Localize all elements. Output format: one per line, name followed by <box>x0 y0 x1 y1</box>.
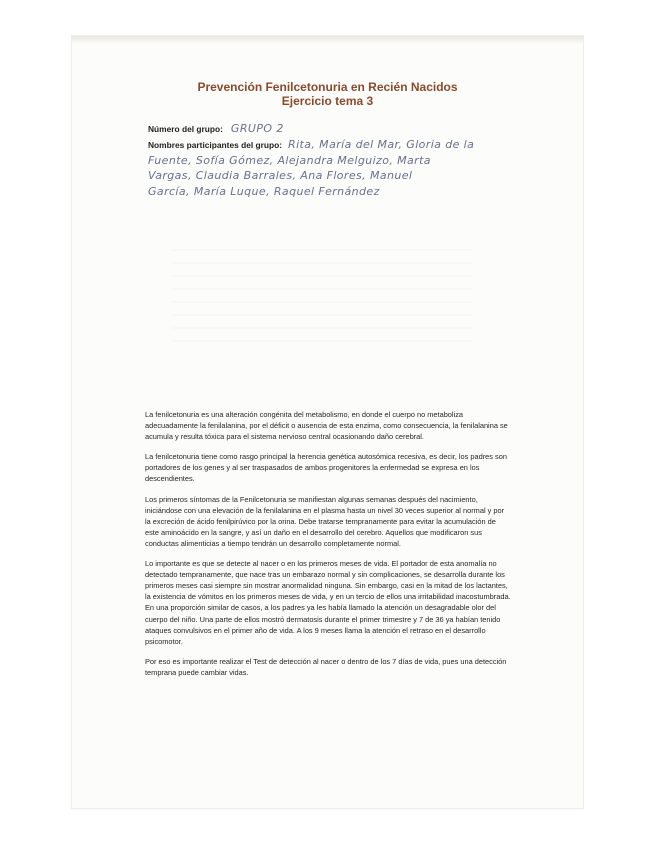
group-number-value: GRUPO 2 <box>230 122 284 135</box>
participants-line <box>148 166 530 182</box>
paragraph: La fenilcetonuria es una alteración congénita del metabolismo, en donde el cuerpo no metaboliza adecuadamente la fenilalanina, por el déficit o ausencia de esta enzima, como consecuencia, la fenilalanina se acumula y resulta tóxica para el sistema nervioso central ocasionando daño cerebral. <box>145 410 508 442</box>
paper-edge-shadow <box>72 36 583 44</box>
paper-sheet <box>72 36 583 808</box>
title-line-1: Prevención Fenilcetonuria en Recién Nacidos <box>197 80 458 94</box>
document-title <box>72 80 583 108</box>
participants-line <box>148 135 530 151</box>
show-through-area <box>172 238 472 348</box>
paragraph: Los primeros síntomas de la Fenilcetonuria se manifiestan algunas semanas después del nacimiento, iniciándose con una elevación de la fenilalanina en el plasma hasta un nivel 30 veces superior al normal y por la excreción de ácido fenilpirúvico por la orina. Debe tratarse tempranamente para evitar la acumulación de este aminoácido en la sangre, y así un daño en el desarrollo del cerebro. Aquellos que modificaron sus conductas alimenticias a tiempo tendrán un desarrollo completamente normal. <box>145 494 505 548</box>
body-text <box>145 409 511 687</box>
participants-block <box>148 135 530 197</box>
title-line-2: Ejercicio tema 3 <box>281 94 374 108</box>
group-number-label: Número del grupo: <box>148 124 223 134</box>
participants-handwriting: Rita, María del Mar, Gloria de la <box>288 138 475 151</box>
participants-handwriting: Fuente, Sofía Gómez, Alejandra Melguizo, Marta <box>148 153 431 167</box>
participants-line <box>148 151 530 167</box>
paragraph: Lo importante es que se detecte al nacer o en los primeros meses de vida. El portador de esta anomalía no detectado tempranamente, que nace tras un embarazo normal y sin complicaciones, se desarrolla durante los primeros meses casi siempre sin mostrar anormalidad ninguna. Sin embargo, casi en la mitad de los lactantes, la existencia de vómitos en los primeros meses de vida, y en un tercio de ellos una irritabilidad inacostumbrada. En una proporción similar de casos, a los padres ya les había llamado la atención un desagradable olor del cuerpo del niño. Una parte de ellos mostró dermatosis durante el primer trimestre y 7 de 36 ya habían tenido ataques convulsivos en el primer año de vida. A los 9 meses llama la atención el retraso en el desarrollo psicomotor. <box>145 559 511 646</box>
participants-handwriting: Vargas, Claudia Barrales, Ana Flores, Manuel <box>148 169 413 183</box>
paragraph: Por eso es importante realizar el Test de detección al nacer o dentro de los 7 días de vida, pues una detección temprana puede cambiar vidas. <box>145 656 507 677</box>
paragraph: La fenilcetonuria tiene como rasgo principal la herencia genética autosómica recesiva, es decir, los padres son portadores de los genes y al ser traspasados de ambos progenitores la enfermedad se expresa en los descendientes. <box>145 452 507 484</box>
participants-label: Nombres participantes del grupo: <box>148 140 283 150</box>
participants-handwriting: García, María Luque, Raquel Fernández <box>148 184 380 198</box>
participants-line <box>148 182 530 198</box>
